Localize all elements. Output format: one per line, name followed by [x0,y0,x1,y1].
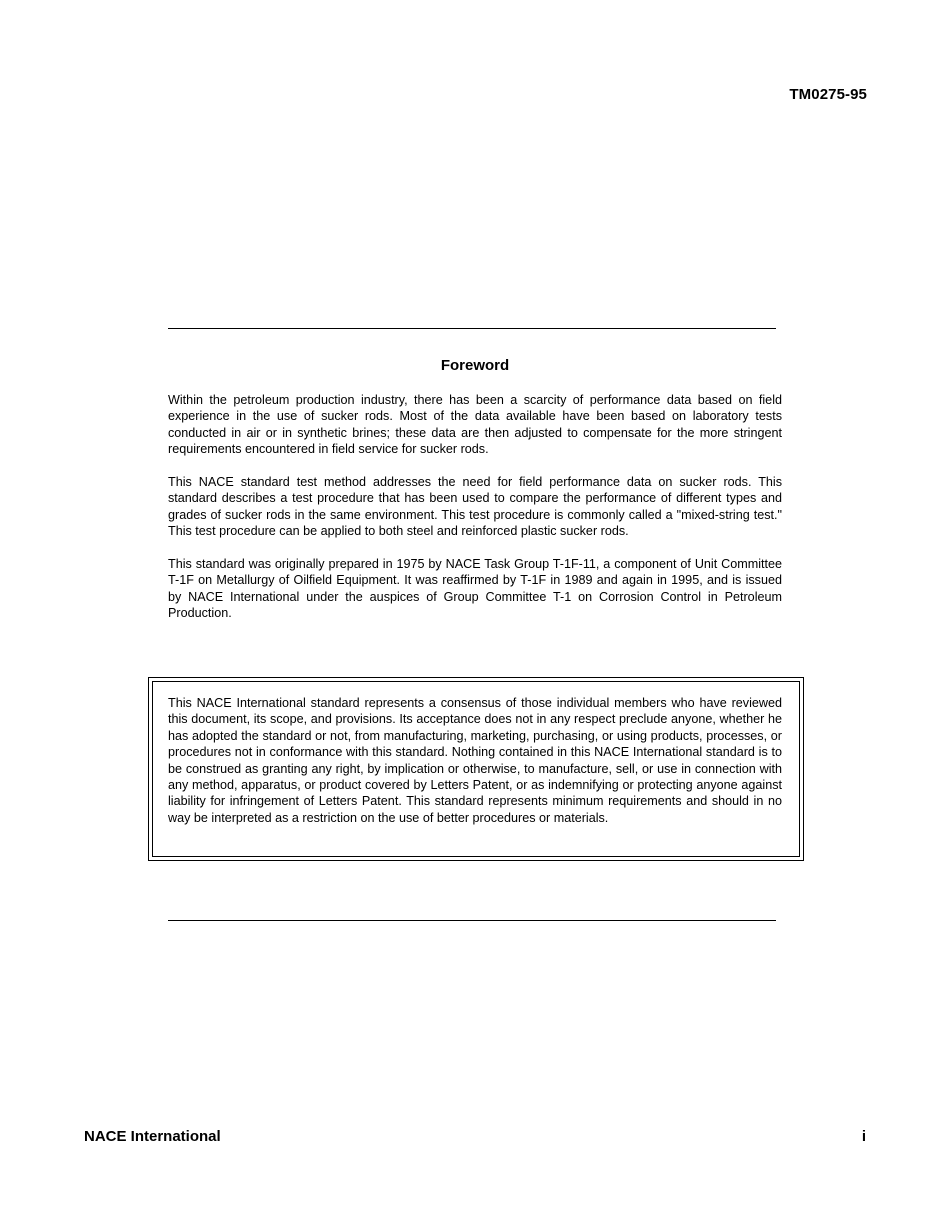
top-divider [168,328,776,329]
foreword-paragraph-2: This NACE standard test method addresses the need for field performance data on sucker rods. This standard describes a test procedure that has been used to compare the performance of different types and grades of sucker rods in the same environment. This test procedure is commonly called a "mixed-string test." This test procedure can be applied to both steel and reinforced plastic sucker rods. [168,475,782,539]
foreword-paragraph-3: This standard was originally prepared in 1975 by NACE Task Group T-1F-11, a component of Unit Committee T-1F on Metallurgy of Oilfield Equipment. It was reaffirmed by T-1F in 1989 and again in 1995, and is issued by NACE International under the auspices of Group Committee T-1 on Corrosion Control in Petroleum Production. [168,557,782,621]
page-number: i [861,1128,866,1145]
foreword-title: Foreword [440,357,510,374]
footer-publisher: NACE International [84,1128,221,1145]
bottom-divider [168,920,776,921]
foreword-paragraph-1: Within the petroleum production industry, there has been a scarcity of performance data based on field experience in the use of sucker rods. Most of the data available have been based on laboratory tests conducted in air or in synthetic brines; these data are then adjusted to compensate for the more stringent requirements encountered in field service for sucker rods. [168,393,782,457]
foreword-body [168,392,782,638]
notice-text: This NACE International standard represents a consensus of those individual members who have reviewed this document, its scope, and provisions. Its acceptance does not in any respect preclude anyone, whether he has adopted the standard or not, from manufacturing, marketing, purchasing, or using products, processes, or procedures not in conformance with this standard. Nothing contained in this NACE International standard is to be construed as granting any right, by implication or otherwise, to manufacture, sell, or use in connection with any method, apparatus, or product covered by Letters Patent, or as indemnifying or protecting anyone against liability for infringement of Letters Patent. This standard represents minimum requirements and should in no way be interpreted as a restriction on the use of better procedures or materials. [168,696,782,825]
document-code: TM0275-95 [789,86,867,103]
